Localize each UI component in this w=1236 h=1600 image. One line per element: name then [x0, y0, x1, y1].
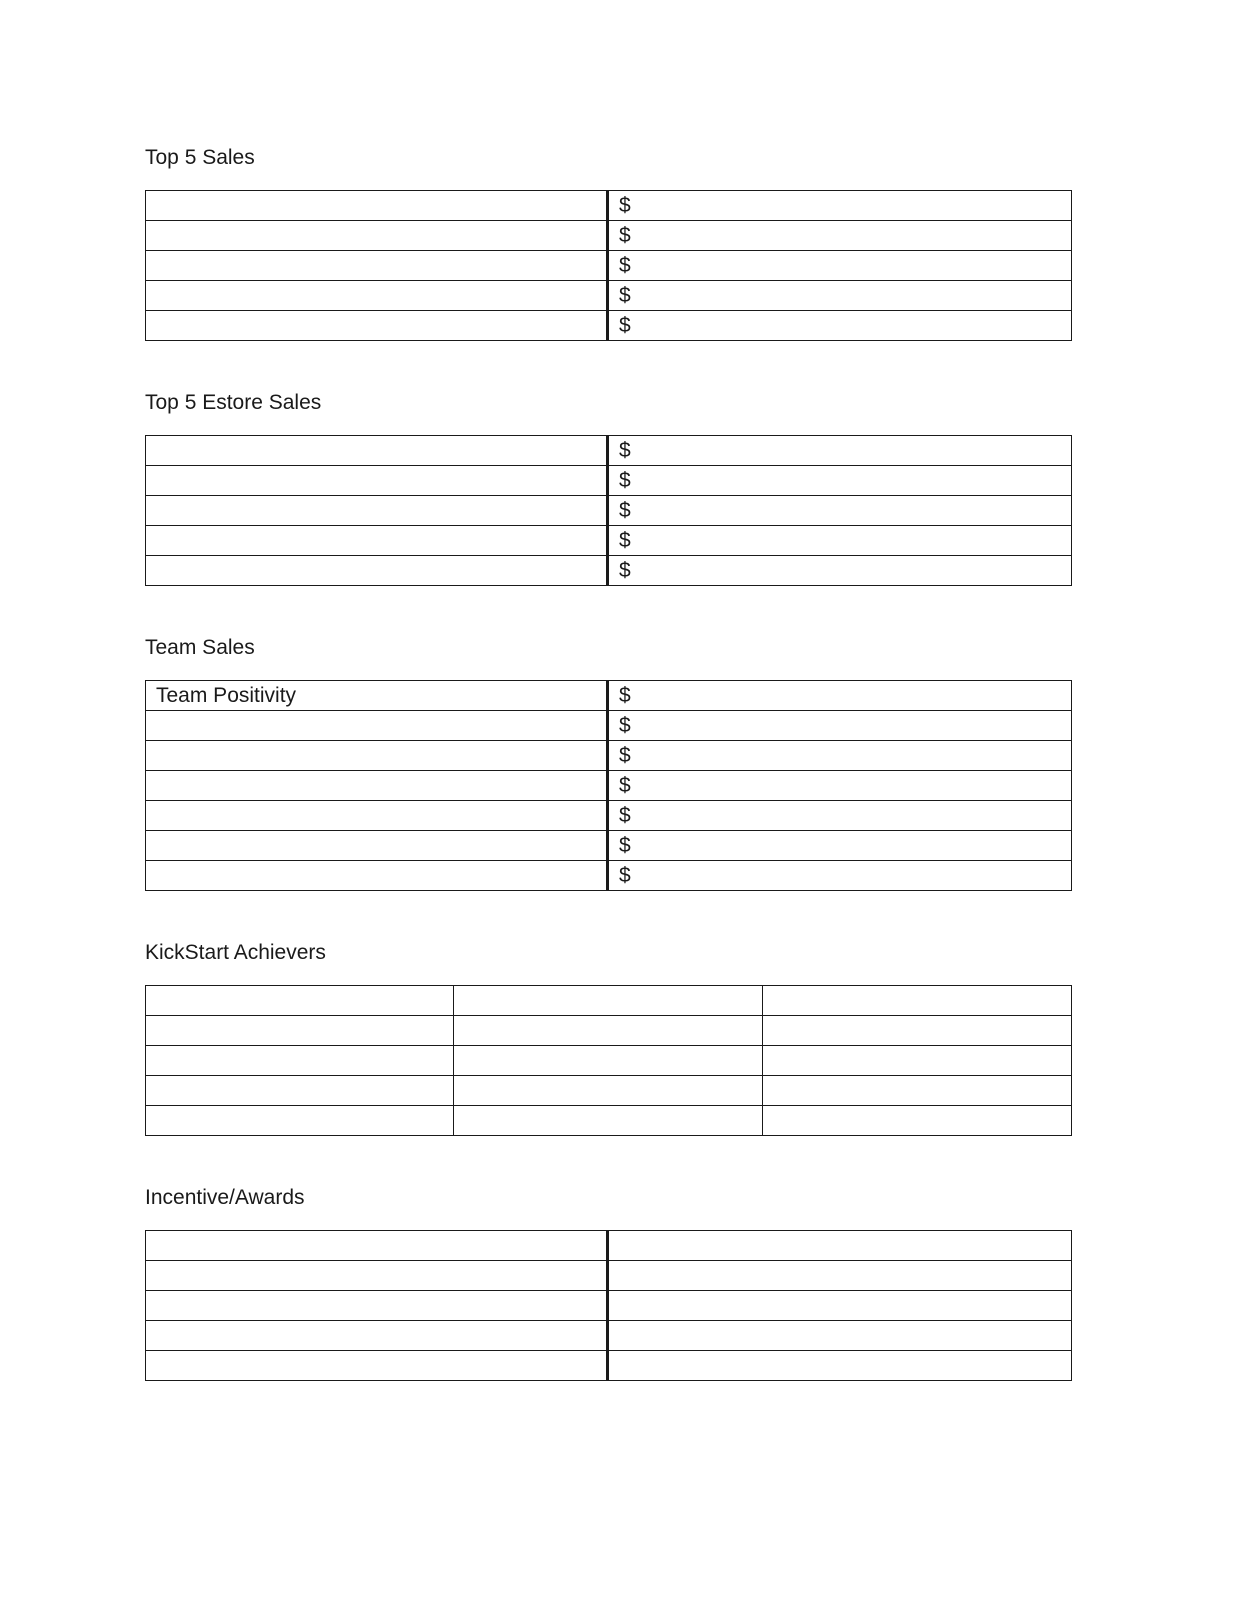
- table-row: [146, 1291, 1072, 1321]
- cell[interactable]: [146, 1261, 608, 1291]
- table-row: [146, 986, 1072, 1016]
- table-row: [146, 526, 1072, 556]
- kickstart-achievers-table: [145, 985, 1072, 1136]
- cell[interactable]: [763, 1016, 1072, 1046]
- table-row: [146, 1231, 1072, 1261]
- name-cell[interactable]: [146, 191, 608, 221]
- amount-cell[interactable]: $: [608, 251, 1072, 281]
- cell[interactable]: [763, 1076, 1072, 1106]
- team-name-cell[interactable]: [146, 711, 608, 741]
- cell[interactable]: [454, 1046, 763, 1076]
- table-row: [146, 311, 1072, 341]
- amount-cell[interactable]: $: [608, 221, 1072, 251]
- team-sales-table: [145, 680, 1072, 891]
- top-5-estore-sales-table: [145, 435, 1072, 586]
- table-row: [146, 741, 1072, 771]
- table-row: [146, 1261, 1072, 1291]
- cell[interactable]: [608, 1231, 1072, 1261]
- amount-cell[interactable]: $: [608, 861, 1072, 891]
- table-row: [146, 831, 1072, 861]
- table-row: [146, 191, 1072, 221]
- amount-cell[interactable]: $: [608, 556, 1072, 586]
- team-name-cell[interactable]: [146, 741, 608, 771]
- name-cell[interactable]: [146, 466, 608, 496]
- cell[interactable]: [146, 1046, 454, 1076]
- table-row: [146, 1321, 1072, 1351]
- amount-cell[interactable]: $: [608, 801, 1072, 831]
- name-cell[interactable]: [146, 436, 608, 466]
- amount-cell[interactable]: $: [608, 191, 1072, 221]
- table-row: [146, 771, 1072, 801]
- amount-cell[interactable]: $: [608, 436, 1072, 466]
- cell[interactable]: [608, 1351, 1072, 1381]
- table-row: [146, 711, 1072, 741]
- table-row: [146, 556, 1072, 586]
- section-title-team-sales: Team Sales: [145, 636, 255, 659]
- cell[interactable]: [146, 1321, 608, 1351]
- cell[interactable]: [146, 1106, 454, 1136]
- table-row: [146, 251, 1072, 281]
- cell[interactable]: [146, 986, 454, 1016]
- cell[interactable]: [454, 986, 763, 1016]
- amount-cell[interactable]: $: [608, 711, 1072, 741]
- section-title-incentive-awards: Incentive/Awards: [145, 1186, 305, 1209]
- table-row: [146, 436, 1072, 466]
- table-row: [146, 1351, 1072, 1381]
- name-cell[interactable]: [146, 311, 608, 341]
- incentive-awards-table: [145, 1230, 1072, 1381]
- table-row: [146, 466, 1072, 496]
- amount-cell[interactable]: $: [608, 496, 1072, 526]
- amount-cell[interactable]: $: [608, 311, 1072, 341]
- table-row: [146, 496, 1072, 526]
- name-cell[interactable]: [146, 221, 608, 251]
- cell[interactable]: [146, 1016, 454, 1046]
- team-name-cell[interactable]: [146, 801, 608, 831]
- amount-cell[interactable]: $: [608, 681, 1072, 711]
- team-name-cell[interactable]: [146, 831, 608, 861]
- name-cell[interactable]: [146, 281, 608, 311]
- team-name-cell[interactable]: Team Positivity: [146, 681, 608, 711]
- table-row: [146, 1046, 1072, 1076]
- table-row: [146, 1106, 1072, 1136]
- cell[interactable]: [146, 1076, 454, 1106]
- amount-cell[interactable]: $: [608, 831, 1072, 861]
- table-row: [146, 801, 1072, 831]
- cell[interactable]: [454, 1106, 763, 1136]
- table-row: [146, 221, 1072, 251]
- table-row: [146, 281, 1072, 311]
- amount-cell[interactable]: $: [608, 741, 1072, 771]
- cell[interactable]: [146, 1291, 608, 1321]
- cell[interactable]: [763, 1046, 1072, 1076]
- cell[interactable]: [608, 1261, 1072, 1291]
- top-5-sales-table: [145, 190, 1072, 341]
- table-row: [146, 861, 1072, 891]
- amount-cell[interactable]: $: [608, 526, 1072, 556]
- cell[interactable]: [763, 986, 1072, 1016]
- name-cell[interactable]: [146, 556, 608, 586]
- table-row: [146, 1016, 1072, 1046]
- section-title-top-5-estore-sales: Top 5 Estore Sales: [145, 391, 322, 414]
- cell[interactable]: [454, 1076, 763, 1106]
- amount-cell[interactable]: $: [608, 281, 1072, 311]
- amount-cell[interactable]: $: [608, 466, 1072, 496]
- cell[interactable]: [454, 1016, 763, 1046]
- name-cell[interactable]: [146, 526, 608, 556]
- cell[interactable]: [763, 1106, 1072, 1136]
- section-title-top-5-sales: Top 5 Sales: [145, 146, 255, 169]
- cell[interactable]: [608, 1321, 1072, 1351]
- team-name-cell[interactable]: [146, 861, 608, 891]
- name-cell[interactable]: [146, 251, 608, 281]
- amount-cell[interactable]: $: [608, 771, 1072, 801]
- cell[interactable]: [146, 1231, 608, 1261]
- name-cell[interactable]: [146, 496, 608, 526]
- cell[interactable]: [146, 1351, 608, 1381]
- table-row: [146, 681, 1072, 711]
- cell[interactable]: [608, 1291, 1072, 1321]
- table-row: [146, 1076, 1072, 1106]
- team-name-cell[interactable]: [146, 771, 608, 801]
- section-title-kickstart-achievers: KickStart Achievers: [145, 941, 326, 964]
